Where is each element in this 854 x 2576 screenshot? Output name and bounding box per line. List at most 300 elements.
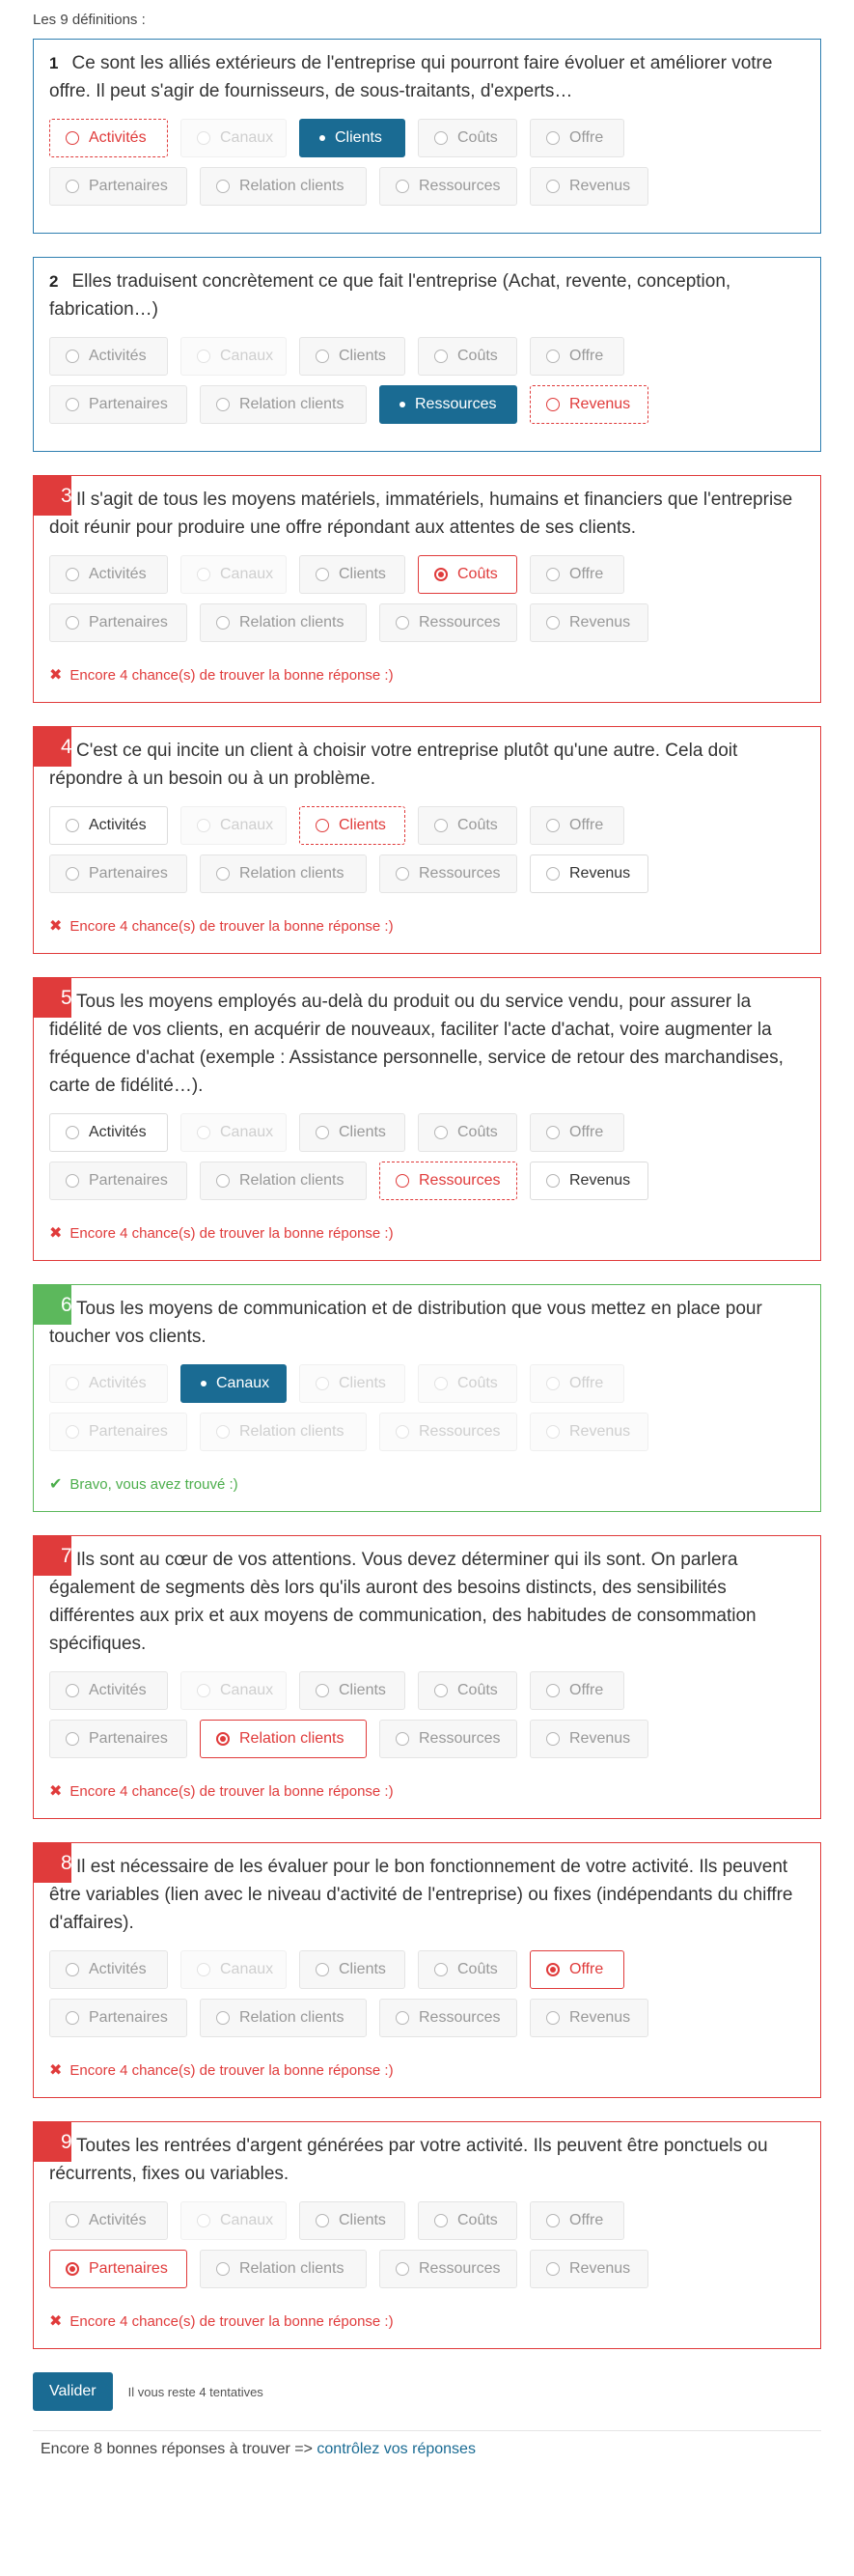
option-relation-clients[interactable] [200,2250,367,2288]
radio-icon [546,2214,560,2227]
cross-icon: ✖ [49,2313,63,2330]
option-label: Offre [569,1124,604,1140]
option-label: Revenus [569,396,631,412]
option-revenus[interactable] [530,854,648,893]
option-canaux [180,337,287,376]
radio-icon [546,1963,560,1976]
radio-icon [546,616,560,630]
option-revenus[interactable] [530,1162,648,1200]
feedback-message [49,916,805,936]
radio-icon [66,1425,79,1439]
radio-icon [546,867,560,881]
radio-icon [197,350,210,363]
question-card [33,475,821,703]
option-revenus[interactable] [530,167,648,206]
feedback-message [49,2060,805,2080]
option-ressources[interactable] [379,2250,517,2288]
option-label: Coûts [457,1961,498,1977]
radio-icon [66,616,79,630]
feedback-text: Encore 4 chance(s) de trouver la bonne réponse :) [69,1224,394,1242]
questions-list [33,39,821,2349]
cross-icon: ✖ [49,918,63,935]
answer-options [49,1671,676,1768]
option-clients[interactable] [299,1113,405,1152]
option-label: Partenaires [89,396,168,412]
option-relation-clients[interactable] [200,385,367,424]
feedback-text: Bravo, vous avez trouvé :) [69,1475,238,1493]
question-text [49,1295,805,1351]
radio-icon [316,2214,329,2227]
radio-icon [216,180,230,193]
option-label: Offre [569,1961,604,1977]
question-number: 4 [34,727,71,767]
option-activites[interactable] [49,2201,168,2240]
option-activites[interactable] [49,337,168,376]
attempts-remaining: Il vous reste 4 tentatives [127,2384,263,2399]
option-partenaires[interactable] [49,1999,187,2037]
option-label: Coûts [457,348,498,364]
feedback-text: Encore 4 chance(s) de trouver la bonne réponse :) [69,1782,394,1800]
feedback-message [49,1781,805,1801]
radio-icon [434,350,448,363]
option-label: Activités [89,1375,147,1391]
option-label: Ressources [419,614,501,630]
option-label: Canaux [220,2212,274,2228]
option-clients[interactable] [299,806,405,845]
radio-icon [66,1684,79,1697]
option-partenaires[interactable] [49,1162,187,1200]
option-label: Partenaires [89,614,168,630]
radio-icon [546,180,560,193]
option-label: Revenus [569,614,631,630]
radio-icon [546,398,560,411]
option-label: Relation clients [239,1172,344,1189]
option-label: Clients [339,1961,386,1977]
option-relation-clients[interactable] [200,603,367,642]
option-partenaires[interactable] [49,385,187,424]
option-label: Coûts [457,566,498,582]
radio-icon [316,1377,329,1390]
option-label: Partenaires [89,178,168,194]
option-canaux [180,1671,287,1710]
check-answers-link[interactable]: contrôlez vos réponses [317,2441,476,2457]
option-label: Coûts [457,1375,498,1391]
radio-icon [66,2011,79,2025]
radio-icon [216,1732,230,1746]
option-activites[interactable] [49,1950,168,1989]
option-activites[interactable] [49,555,168,594]
option-label: Activités [89,1961,147,1977]
option-label: Canaux [220,1682,274,1698]
radio-icon [316,1963,329,1976]
feedback-message [49,1223,805,1243]
option-clients[interactable] [299,2201,405,2240]
option-clients[interactable] [299,1950,405,1989]
radio-icon [216,1174,230,1188]
question-definition: Ce sont les alliés extérieurs de l'entreprise qui pourront faire évoluer et améliorer votre offre. Il peut s'agir de fournisseurs, de sous-traitants, d'experts… [49,53,773,101]
option-label: Offre [569,348,604,364]
option-offre[interactable] [530,555,624,594]
option-revenus [530,1413,648,1451]
option-ressources[interactable] [379,167,517,206]
option-label: Ressources [419,2009,501,2026]
question-text [49,1546,805,1658]
option-label: Offre [569,817,604,833]
answer-options [49,119,676,215]
question-number: 2 [49,272,59,291]
radio-icon [434,1684,448,1697]
validate-button[interactable]: Valider [33,2372,113,2411]
question-number: 9 [34,2122,71,2162]
question-card [33,1535,821,1819]
question-text [49,988,805,1100]
question-number: 8 [34,1843,71,1883]
option-revenus[interactable] [530,1999,648,2037]
radio-icon [66,131,79,145]
option-relation-clients[interactable] [200,167,367,206]
intro-text: Les 9 définitions : [33,12,146,28]
option-revenus[interactable] [530,385,648,424]
option-relation-clients[interactable] [200,1720,367,1758]
answer-options [49,1950,676,2047]
option-label: Canaux [220,1124,274,1140]
radio-icon [546,1126,560,1139]
radio-icon [66,568,79,581]
radio-icon [316,568,329,581]
option-label: Partenaires [89,2260,168,2277]
feedback-text: Encore 4 chance(s) de trouver la bonne réponse :) [69,2312,394,2330]
option-label: Revenus [569,2260,631,2277]
radio-icon [216,2011,230,2025]
question-number: 7 [34,1536,71,1576]
radio-icon [201,1381,207,1386]
radio-icon [66,350,79,363]
option-clients[interactable] [299,555,405,594]
option-label: Ressources [419,865,501,882]
question-text [49,737,805,793]
option-couts[interactable] [418,2201,517,2240]
radio-icon [434,131,448,145]
option-label: Revenus [569,2009,631,2026]
option-label: Ressources [419,1730,501,1747]
option-couts[interactable] [418,1671,517,1710]
actions-bar [33,2372,821,2411]
radio-icon [216,1425,230,1439]
option-offre [530,1364,624,1403]
radio-icon [66,1732,79,1746]
option-ressources [379,1413,517,1451]
option-offre[interactable] [530,337,624,376]
option-label: Coûts [457,1124,498,1140]
radio-icon [434,1963,448,1976]
radio-icon [66,1126,79,1139]
option-offre[interactable] [530,119,624,157]
option-canaux[interactable] [180,1364,287,1403]
option-label: Ressources [419,2260,501,2277]
option-label: Activités [89,129,147,146]
cross-icon: ✖ [49,667,63,684]
option-label: Activités [89,2212,147,2228]
option-label: Coûts [457,817,498,833]
question-number: 6 [34,1285,71,1325]
feedback-text: Encore 4 chance(s) de trouver la bonne réponse :) [69,2061,394,2079]
option-relation-clients[interactable] [200,1999,367,2037]
option-label: Offre [569,129,604,146]
option-label: Relation clients [239,1730,344,1747]
radio-icon [319,135,325,141]
radio-icon [434,1126,448,1139]
footer [33,2431,821,2468]
option-label: Partenaires [89,2009,168,2026]
question-card [33,977,821,1261]
option-couts[interactable] [418,1113,517,1152]
option-label: Canaux [220,566,274,582]
option-label: Ressources [419,178,501,194]
question-card [33,39,821,234]
option-label: Activités [89,817,147,833]
option-relation-clients [200,1413,367,1451]
option-activites[interactable] [49,1113,168,1152]
radio-icon [399,402,405,407]
radio-icon [197,819,210,832]
answer-options [49,1364,676,1461]
radio-icon [546,2262,560,2276]
option-revenus[interactable] [530,1720,648,1758]
radio-icon [546,568,560,581]
answer-options [49,2201,676,2298]
option-couts [418,1364,517,1403]
radio-icon [546,1732,560,1746]
radio-icon [66,398,79,411]
option-label: Offre [569,1682,604,1698]
option-revenus[interactable] [530,603,648,642]
option-offre[interactable] [530,2201,624,2240]
radio-icon [216,867,230,881]
option-ressources[interactable] [379,854,517,893]
option-label: Revenus [569,1172,631,1189]
option-label: Relation clients [239,2260,344,2277]
answer-options [49,1113,676,1210]
radio-icon [396,1732,409,1746]
radio-icon [396,1174,409,1188]
radio-icon [396,2262,409,2276]
question-card [33,2121,821,2349]
option-canaux [180,119,287,157]
question-definition: Toutes les rentrées d'argent générées par votre activité. Ils peuvent être ponctuels ou récurrents, fixes ou variables. [49,2136,768,2184]
option-ressources[interactable] [379,385,517,424]
question-card [33,726,821,954]
option-couts[interactable] [418,337,517,376]
option-ressources[interactable] [379,1999,517,2037]
option-label: Relation clients [239,1423,344,1440]
question-definition: C'est ce qui incite un client à choisir votre entreprise plutôt qu'une autre. Cela doit répondre à un besoin ou à un problème. [49,741,738,789]
question-definition: Tous les moyens employés au-delà du produit ou du service vendu, pour assurer la fidélité de vos clients, en acquérir de nouveaux, faciliter l'acte d'achat, voire augmenter la fréquence d'achat (exemple : Assistance personnelle, service de retour des marchandises, carte de fidélité…). [49,992,784,1096]
radio-icon [434,1377,448,1390]
radio-icon [316,1126,329,1139]
option-label: Activités [89,566,147,582]
radio-icon [197,568,210,581]
option-label: Relation clients [239,865,344,882]
radio-icon [197,1684,210,1697]
radio-icon [546,1174,560,1188]
option-offre[interactable] [530,1113,624,1152]
radio-icon [396,867,409,881]
feedback-text: Encore 4 chance(s) de trouver la bonne réponse :) [69,666,394,684]
radio-icon [316,1684,329,1697]
radio-icon [396,2011,409,2025]
question-card [33,1842,821,2098]
radio-icon [546,1425,560,1439]
option-offre[interactable] [530,806,624,845]
radio-icon [316,350,329,363]
cross-icon: ✖ [49,2062,63,2079]
option-activites[interactable] [49,806,168,845]
option-label: Canaux [220,129,274,146]
option-label: Canaux [216,1375,270,1391]
cross-icon: ✖ [49,1783,63,1800]
option-canaux [180,806,287,845]
radio-icon [197,1126,210,1139]
option-label: Partenaires [89,1730,168,1747]
question-definition: Il est nécessaire de les évaluer pour le bon fonctionnement de votre activité. Ils peuvent être variables (lien avec le niveau d'activité de l'entreprise) ou fixes (indépendants du chiffre d'affaires). [49,1857,793,1933]
option-activites [49,1364,168,1403]
option-offre[interactable] [530,1671,624,1710]
radio-icon [197,2214,210,2227]
option-label: Revenus [569,865,631,882]
question-number: 5 [34,978,71,1018]
question-text [49,2132,805,2188]
option-relation-clients[interactable] [200,1162,367,1200]
option-label: Coûts [457,2212,498,2228]
option-label: Coûts [457,129,498,146]
question-text [49,267,805,323]
radio-icon [396,1425,409,1439]
radio-icon [434,819,448,832]
option-clients[interactable] [299,337,405,376]
option-label: Activités [89,1124,147,1140]
option-ressources[interactable] [379,1720,517,1758]
radio-icon [66,1963,79,1976]
radio-icon [434,2214,448,2227]
radio-icon [396,616,409,630]
radio-icon [66,180,79,193]
option-label: Relation clients [239,178,344,194]
option-couts[interactable] [418,555,517,594]
option-couts[interactable] [418,1950,517,1989]
question-definition: Elles traduisent concrètement ce que fait l'entreprise (Achat, revente, conception, fabrication…) [49,271,731,320]
question-text [49,486,805,542]
question-definition: Ils sont au cœur de vos attentions. Vous devez déterminer qui ils sont. On parlera également de segments dès lors qu'ils auront des besoins distincts, des sensibilités différentes aux prix et aux moyens de communication, des habitudes de consommation spécifiques. [49,1550,757,1654]
question-number: 3 [34,476,71,516]
question-text [49,1853,805,1937]
radio-icon [546,819,560,832]
question-card [33,1284,821,1512]
radio-icon [66,2262,79,2276]
option-label: Clients [339,348,386,364]
question-definition: Il s'agit de tous les moyens matériels, immatériels, humains et financiers que l'entreprise doit réunir pour produire une offre répondant aux attentes de ses clients. [49,490,793,538]
option-label: Partenaires [89,1172,168,1189]
option-label: Partenaires [89,865,168,882]
option-partenaires[interactable] [49,2250,187,2288]
option-label: Activités [89,348,147,364]
option-label: Revenus [569,1730,631,1747]
option-couts[interactable] [418,806,517,845]
option-couts[interactable] [418,119,517,157]
option-label: Revenus [569,1423,631,1440]
radio-icon [316,819,329,832]
option-label: Clients [339,566,386,582]
radio-icon [66,819,79,832]
question-card [33,257,821,452]
option-label: Clients [339,2212,386,2228]
option-ressources[interactable] [379,1162,517,1200]
answer-options [49,806,676,903]
option-label: Clients [339,1682,386,1698]
option-partenaires[interactable] [49,854,187,893]
option-canaux [180,555,287,594]
option-label: Partenaires [89,1423,168,1440]
option-label: Relation clients [239,396,344,412]
option-partenaires[interactable] [49,167,187,206]
option-activites[interactable] [49,1671,168,1710]
radio-icon [216,398,230,411]
radio-icon [66,1174,79,1188]
option-label: Canaux [220,348,274,364]
option-label: Ressources [419,1423,501,1440]
radio-icon [66,867,79,881]
option-partenaires[interactable] [49,1720,187,1758]
radio-icon [546,1377,560,1390]
radio-icon [197,1963,210,1976]
radio-icon [546,1684,560,1697]
cross-icon: ✖ [49,1225,63,1242]
feedback-text: Encore 4 chance(s) de trouver la bonne réponse :) [69,917,394,935]
radio-icon [434,568,448,581]
option-label: Revenus [569,178,631,194]
answer-options [49,555,676,652]
option-canaux [180,1113,287,1152]
option-clients[interactable] [299,1671,405,1710]
option-clients[interactable] [299,119,405,157]
feedback-message [49,2311,805,2331]
option-partenaires[interactable] [49,603,187,642]
option-label: Offre [569,566,604,582]
option-label: Canaux [220,1961,274,1977]
option-label: Offre [569,1375,604,1391]
checkmark-icon: ✔ [49,1476,63,1493]
option-label: Relation clients [239,2009,344,2026]
radio-icon [546,131,560,145]
option-label: Canaux [220,817,274,833]
radio-icon [66,1377,79,1390]
option-ressources[interactable] [379,603,517,642]
option-label: Clients [339,1375,386,1391]
feedback-message [49,665,805,685]
option-activites[interactable] [49,119,168,157]
option-label: Ressources [419,1172,501,1189]
option-clients [299,1364,405,1403]
option-revenus[interactable] [530,2250,648,2288]
option-label: Relation clients [239,614,344,630]
radio-icon [396,180,409,193]
option-canaux [180,1950,287,1989]
option-offre[interactable] [530,1950,624,1989]
radio-icon [216,616,230,630]
radio-icon [546,350,560,363]
option-label: Ressources [415,396,497,412]
option-label: Offre [569,2212,604,2228]
option-relation-clients[interactable] [200,854,367,893]
